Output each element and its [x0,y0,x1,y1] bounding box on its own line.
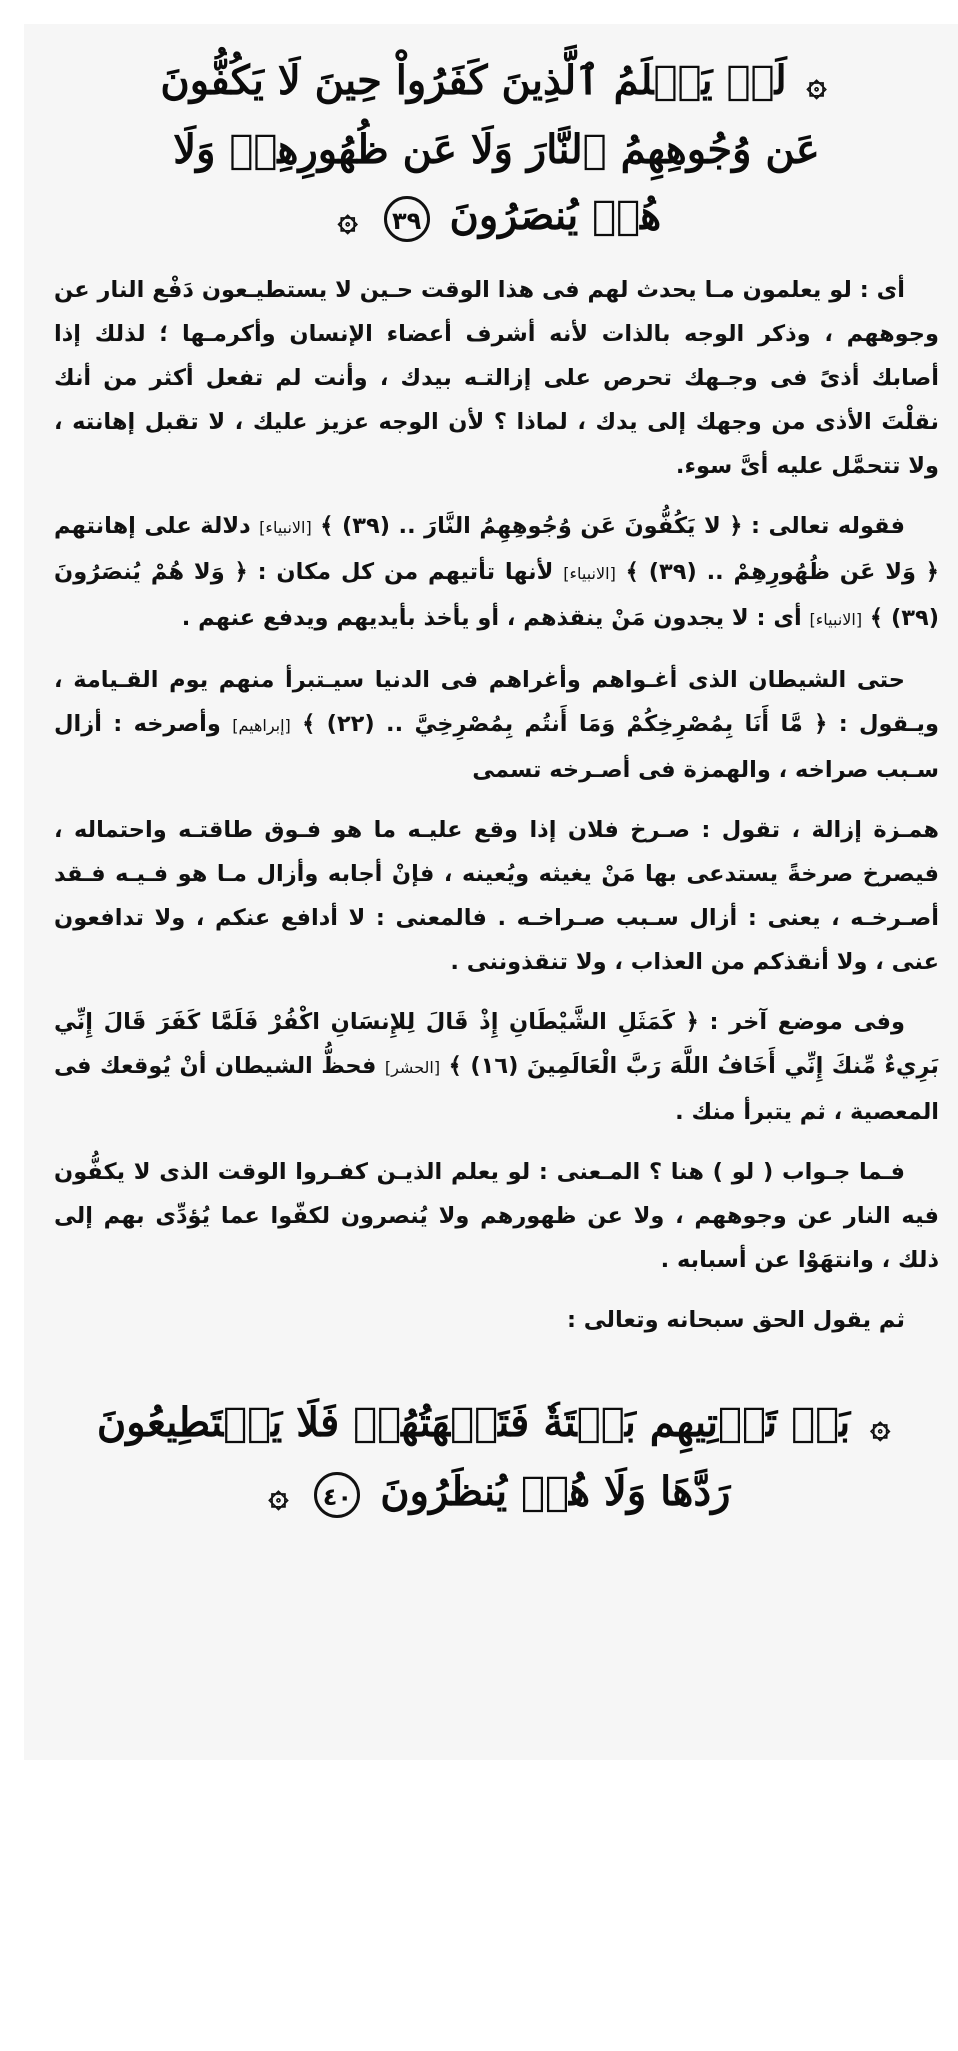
ornament-icon: ۞ [268,1475,289,1515]
ayah-number-badge: ٤٠ [314,1472,360,1518]
paragraph-4: همـزة إزالة ، تقول : صـرخ فلان إذا وقع عليـه ما هو فـوق طاقتـه واحتماله ، فيصرخ صرخةً يستدعى بها مَنْ يغيثه ويُعينه ، فإنْ أجابه وأزال مـا هو فـيـه فـقد أصـرخـه ، يعنى : أزال سـبب صـراخـه . فالمعنى : لا أدافع عنكم ، ولا تدافعون عنى ، ولا أنقذكم من العذاب ، ولا تنقذوننى . [54,817,939,975]
paragraph-5: وفى موضع آخر : ﴿ كَمَثَلِ الشَّيْطَانِ إِذْ قَالَ لِلإِنسَانِ اكْفُرْ فَلَمَّا كَفَرَ قَالَ إِنِّي بَرِيءٌ مِّنكَ إِنِّي أَخَافُ اللَّهَ رَبَّ الْعَالَمِينَ (١٦) ﴾ [الحشر] فحظُّ الشيطان أنْ يُوقعك فى المعصية ، ثم يتبرأ منك . [54,1009,939,1125]
verse-line-3: هُمۡ يُنصَرُونَ ٣٩ ۞ [54,183,939,252]
quran-quote: ﴿ وَلا عَن ظُهُورِهِمْ .. (٣٩) ﴾ [625,559,939,585]
surah-reference: [إبراهيم] [232,716,291,735]
ornament-icon: ۞ [337,199,358,239]
verse-line-2: رَدَّهَا وَلَا هُمۡ يُنظَرُونَ ٤٠ ۞ [54,1459,939,1528]
paragraph-1: أى : لو يعلمون مـا يحدث لهم فى هذا الوقت حـين لا يستطيـعون دَفْع النار عن وجوههم ، وذكر الوجه بالذات لأنه أشرف أعضاء الإنسان وأكرمـها ؛ لذلك إذا أصابك أذىً فى وجـهك تحرص على إزالتـه بيدك ، وأنت لم تفعل أكثر من أنك نقلْتَ الأذى من وجهك إلى يدك ، لماذا ؟ لأن الوجه عزيز عليك ، لا تقبل إهانته ، ولا تتحمَّل عليه أىَّ سوء. [54,277,939,479]
paragraph-3: حتى الشيطان الذى أغـواهم وأغراهم فى الدنيا سيـتبرأ منهم يوم القـيامة ، ويـقول : ﴿ مَّا أَنَا بِمُصْرِخِكُمْ وَمَا أَنتُم بِمُصْرِخِيَّ .. (٢٢) ﴾ [إبراهيم] وأصرخه : أزال سـبب صراخه ، والهمزة فى أصـرخه تسمى [54,667,939,783]
quran-verse-39 [54,48,939,252]
quran-quote: ﴿ وَلا هُمْ يُنصَرُونَ (٣٩) ﴾ [54,559,939,631]
quran-quote: ﴿ مَّا أَنَا بِمُصْرِخِكُمْ وَمَا أَنتُم بِمُصْرِخِيَّ .. (٢٢) ﴾ [302,711,828,737]
surah-reference: [الانبياء] [563,564,616,583]
ayah-number-badge: ٣٩ [384,196,430,242]
surah-reference: [الانبياء] [259,518,312,537]
ornament-icon: ۞ [806,64,827,104]
ornament-icon: ۞ [870,1406,891,1446]
book-page [24,24,958,1760]
quran-quote: ﴿ لا يَكُفُّونَ عَن وُجُوهِهِمُ النَّارَ .. (٣٩) ﴾ [320,513,743,539]
verse-line-1: ۞ بَلۡ تَأۡتِيهِم بَغۡتَةٗ فَتَبۡهَتُهُمۡ فَلَا يَسۡتَطِيعُونَ [54,1390,939,1459]
verse-line-2: عَن وُجُوهِهِمُ ٱلنَّارَ وَلَا عَن ظُهُورِهِمۡ وَلَا [173,126,820,173]
surah-reference: [الانبياء] [809,610,863,629]
paragraph-6: فـما جـواب ( لو ) هنا ؟ المـعنى : لو يعلم الذيـن كفـروا الوقت الذى لا يكفُّون فيه النار عن وجوههم ، ولا عن ظهورهم ولا يُنصرون لكفّوا عما يُؤدِّى بهم إلى ذلك ، وانتهَوْا عن أسبابه . [54,1159,939,1273]
quran-quote: ﴿ كَمَثَلِ الشَّيْطَانِ إِذْ قَالَ لِلإِنسَانِ اكْفُرْ فَلَمَّا كَفَرَ قَالَ إِنِّي بَرِيءٌ مِّنكَ إِنِّي أَخَافُ اللَّهَ رَبَّ الْعَالَمِينَ (١٦) ﴾ [54,1009,939,1079]
surah-reference: [الحشر] [384,1058,441,1077]
paragraph-7: ثم يقول الحق سبحانه وتعالى : [566,1307,905,1333]
verse-line-1: ۞ لَوۡ يَعۡلَمُ ٱلَّذِينَ كَفَرُواْ حِينَ لَا يَكُفُّونَ [54,48,939,117]
paragraph-2: فقوله تعالى : ﴿ لا يَكُفُّونَ عَن وُجُوهِهِمُ النَّارَ .. (٣٩) ﴾ [الانبياء] دلالة على إهانتهم ﴿ وَلا عَن ظُهُورِهِمْ .. (٣٩) ﴾ [الانبياء] لأنها تأتيهم من كل مكان : ﴿ وَلا هُمْ يُنصَرُونَ (٣٩) ﴾ [الانبياء] أى : لا يجدون مَنْ ينقذهم ، أو يأخذ بأيديهم ويدفع عنهم . [54,513,939,631]
quran-verse-40 [54,1390,939,1528]
